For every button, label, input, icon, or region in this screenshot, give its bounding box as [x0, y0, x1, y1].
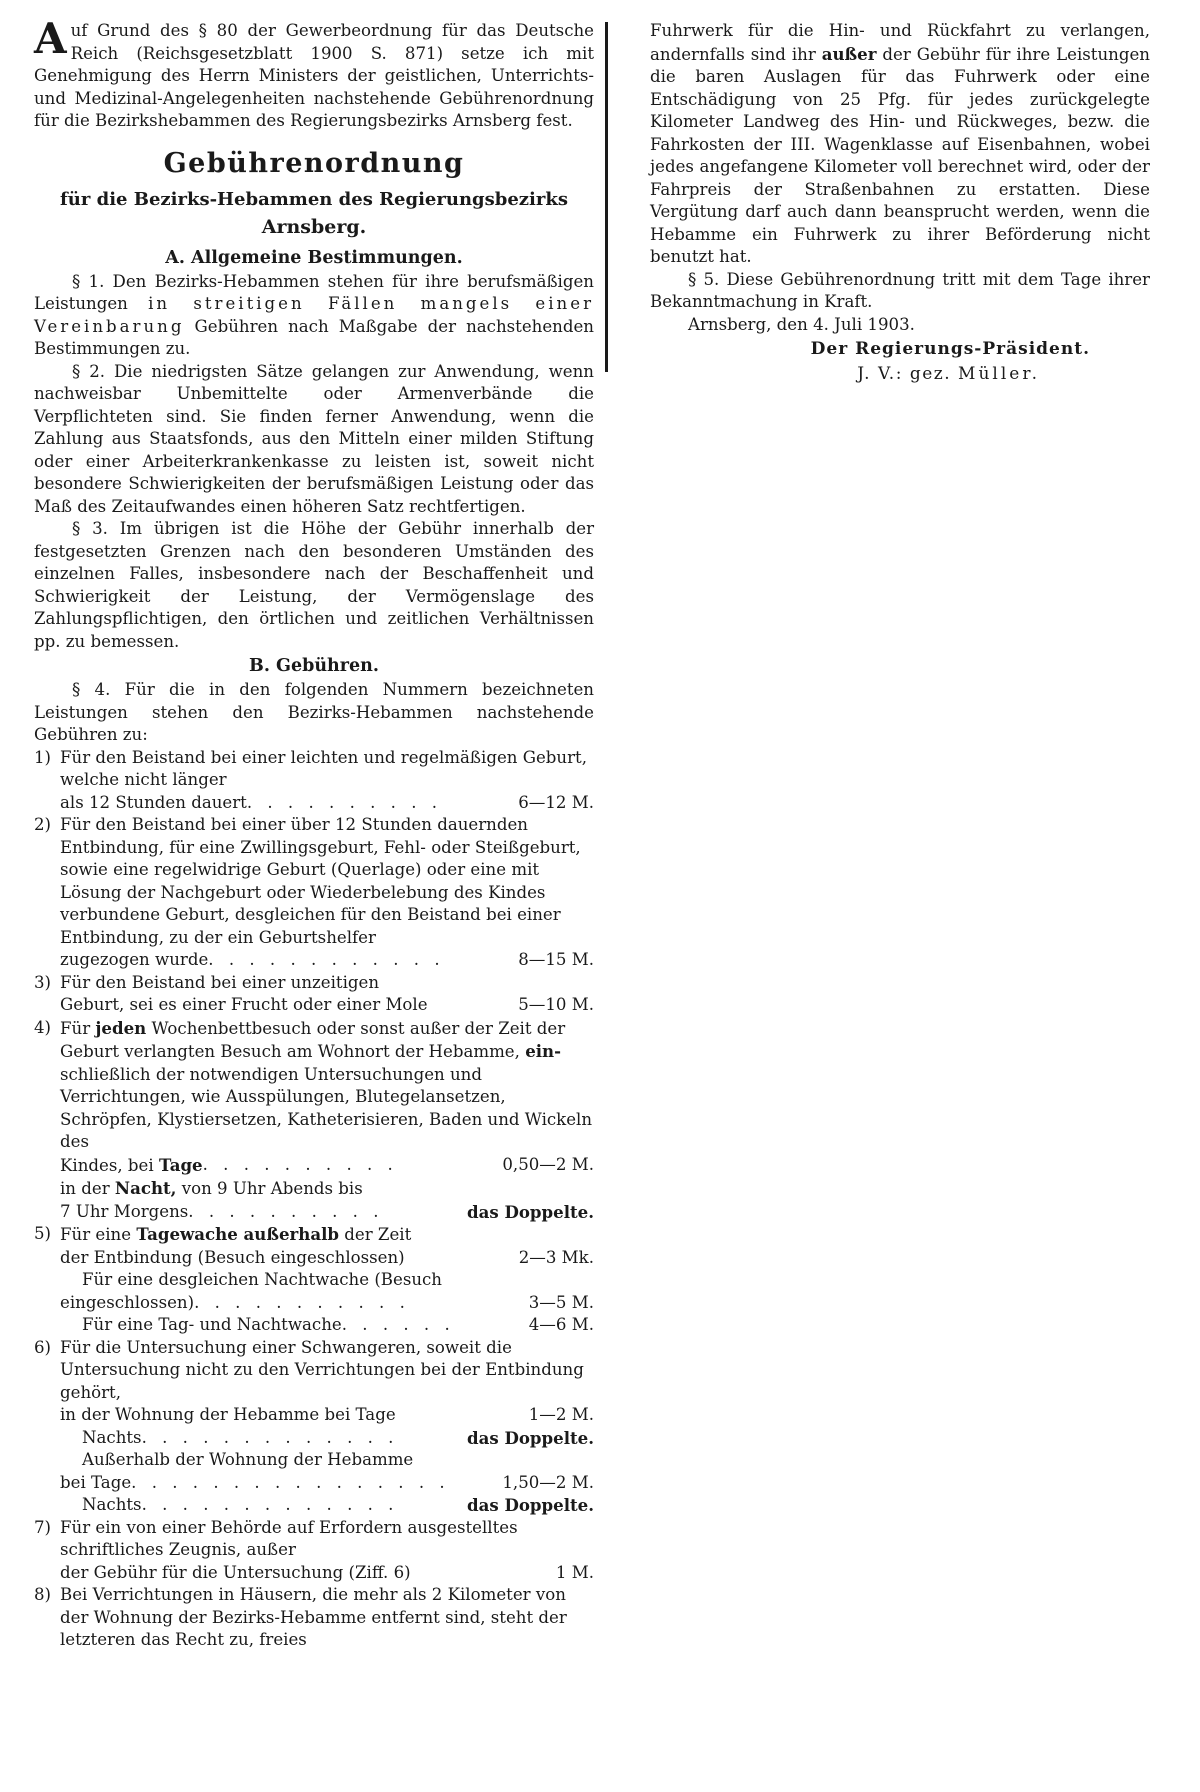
- fee-value: 1—2 M.: [528, 1405, 594, 1424]
- right-column: [650, 20, 1150, 386]
- intro-paragraph: Auf Grund des § 80 der Gewerbeordnung für das Deutsche Reich (Reichsgesetzblatt 1900 S. 871) setze ich mit Genehmigung des Herrn Ministers der geistlichen, Unterrichts- und Medizinal-Angelegenheiten nachstehende Gebührenordnung für die Bezirkshebammen des Regierungsbezirks Arnsberg fest.: [34, 14, 594, 130]
- fee-item-5: 5) Für eine Tagewache außerhalb der Zeit der Entbindung (Besuch eingeschlossen) 2—3 Mk. Für eine desgleichen Nachtwache (Besuch eingeschlossen) . . . . . . . . . . . 3—5 M. Für eine Tag- und Nachtwache . . . . . . 4—6 M.: [34, 1223, 594, 1337]
- signer-line: J. V.: gez. Müller.: [857, 364, 1040, 384]
- fee-item-4: 4) Für jeden Wochenbettbesuch oder sonst außer der Zeit der Geburt verlangten Besuch am Wohnort der Hebamme, ein-schließlich der notwendigen Untersuchungen und Verrichtungen, wie Ausspülungen, Blutegelansetzen, Schröpfen, Klystiersetzen, Katheterisieren, Baden und Wickeln des Kindes, bei Tage . . . . . . . . . . 0,50—2 M. in der Nacht, von 9 Uhr Abends bis 7 Uhr Morgens . . . . . . . . . . das Doppelte.: [34, 1017, 594, 1222]
- fee-value: das Doppelte.: [467, 1201, 594, 1222]
- section-a-heading: A. Allgemeine Bestimmungen.: [165, 247, 463, 268]
- fee-value: das Doppelte.: [467, 1427, 594, 1448]
- column-divider: [605, 22, 608, 372]
- left-column: [34, 14, 594, 1652]
- paragraph-4: § 4. Für die in den folgenden Nummern bezeichneten Leistungen stehen den Bezirks-Hebammen nachstehende Gebühren zu:: [34, 680, 594, 744]
- document-title: Gebührenordnung: [163, 147, 465, 179]
- fee-value: 2—3 Mk.: [518, 1247, 594, 1267]
- fee-item-8: 8) Bei Verrichtungen in Häusern, die mehr als 2 Kilometer von der Wohnung der Bezirks-Hebamme entfernt sind, steht der letzteren das Recht zu, freies: [34, 1585, 567, 1649]
- fee-item-1: 1) Für den Beistand bei einer leichten und regelmäßigen Geburt, welche nicht länger als 12 Stunden dauert . . . . . . . . . . 6—12 M.: [34, 747, 594, 815]
- signature-title: Der Regierungs-Präsident.: [810, 339, 1090, 359]
- paragraph-1: § 1. Den Bezirks-Hebammen stehen für ihre berufsmäßigen Leistungen in streitigen Fällen mangels einer Vereinbarung Gebühren nach Maßgabe der nachstehenden Bestimmungen zu.: [34, 271, 594, 358]
- section-b-heading: B. Gebühren.: [249, 656, 379, 676]
- document-subtitle-place: Arnsberg.: [261, 215, 367, 238]
- document-subtitle: für die Bezirks-Hebammen des Regierungsbezirks: [60, 188, 568, 210]
- fee-value: 1 M.: [555, 1562, 594, 1582]
- fee-value: 5—10 M.: [518, 995, 594, 1014]
- paragraph-3: § 3. Im übrigen ist die Höhe der Gebühr innerhalb der festgesetzten Grenzen nach den besonderen Umständen des einzelnen Falles, insbesondere nach der Beschaffenheit und Schwierigkeit der Leistung, der Vermögenslage des Zahlungspflichtigen, den örtlichen und zeitlichen Verhältnissen pp. zu bemessen.: [34, 519, 594, 651]
- paragraph-2: § 2. Die niedrigsten Sätze gelangen zur Anwendung, wenn nachweisbar Unbemittelte oder Armenverbände die Verpflichteten sind. Sie finden ferner Anwendung, wenn die Zahlung aus Staatsfonds, aus den Mitteln einer milden Stiftung oder einer Arbeiterkrankenkasse zu leisten ist, soweit nicht besondere Schwierigkeiten der berufsmäßigen Leistung oder das Maß des Zeitaufwandes einen höheren Satz rechtfertigen.: [34, 361, 594, 516]
- fee-value: 6—12 M.: [518, 792, 594, 812]
- fee-value: 4—6 M.: [528, 1315, 594, 1334]
- paragraph-5: § 5. Diese Gebührenordnung tritt mit dem Tage ihrer Bekanntmachung in Kraft.: [650, 269, 1150, 311]
- fee-value: das Doppelte.: [467, 1495, 594, 1515]
- drop-initial: A: [34, 14, 67, 63]
- fee-item-7: 7) Für ein von einer Behörde auf Erfordern ausgestelltes schriftliches Zeugnis, außer der Gebühr für die Untersuchung (Ziff. 6) 1 M.: [34, 1517, 594, 1585]
- fee-item-6: 6) Für die Untersuchung einer Schwangeren, soweit die Untersuchung nicht zu den Verrichtungen bei der Entbindung gehört, in der Wohnung der Hebamme bei Tage 1—2 M. Nachts . . . . . . . . . . . . . das Doppelte. Außerhalb der Wohnung der Hebamme bei Tage . . . . . . . . . . . . . . . . 1,50—2 M. Nachts . . . . . . . . . . . . . das Doppelte.: [34, 1337, 594, 1515]
- fee-item-2: 2) Für den Beistand bei einer über 12 Stunden dauernden Entbindung, für eine Zwillingsgeburt, Fehl- oder Steißgeburt, sowie eine regelwidrige Geburt (Querlage) oder eine mit Lösung der Nachgeburt oder Wiederbelebung des Kindes verbundene Geburt, desgleichen für den Beistand bei einer Entbindung, zu der ein Geburtshelfer zugezogen wurde . . . . . . . . . . . . 8—15 M.: [34, 814, 594, 972]
- fee-item-3: 3) Für den Beistand bei einer unzeitigen Geburt, sei es einer Frucht oder einer Mole 5—10 M.: [34, 972, 594, 1017]
- date-line: Arnsberg, den 4. Juli 1903.: [688, 314, 915, 334]
- fee-value: 1,50—2 M.: [502, 1472, 594, 1492]
- fee-value: 3—5 M.: [528, 1292, 594, 1312]
- fee-value: 0,50—2 M.: [502, 1154, 594, 1174]
- fee-value: 8—15 M.: [518, 950, 594, 969]
- continuation-paragraph: Fuhrwerk für die Hin- und Rückfahrt zu verlangen, andernfalls sind ihr außer der Gebühr für ihre Leistungen die baren Auslagen für das Fuhrwerk oder eine Entschädigung von 25 Pfg. für jedes zurückgelegte Kilometer Landweg des Hin- und Rückweges, bezw. die Fahrkosten der III. Wagenklasse auf Eisenbahnen, wobei jedes angefangene Kilometer voll berechnet wird, oder der Fahrpreis der Straßenbahnen zu erstatten. Diese Vergütung darf auch dann beansprucht werden, wenn die Hebamme ein Fuhrwerk zu ihrer Beförderung nicht benutzt hat.: [650, 21, 1150, 266]
